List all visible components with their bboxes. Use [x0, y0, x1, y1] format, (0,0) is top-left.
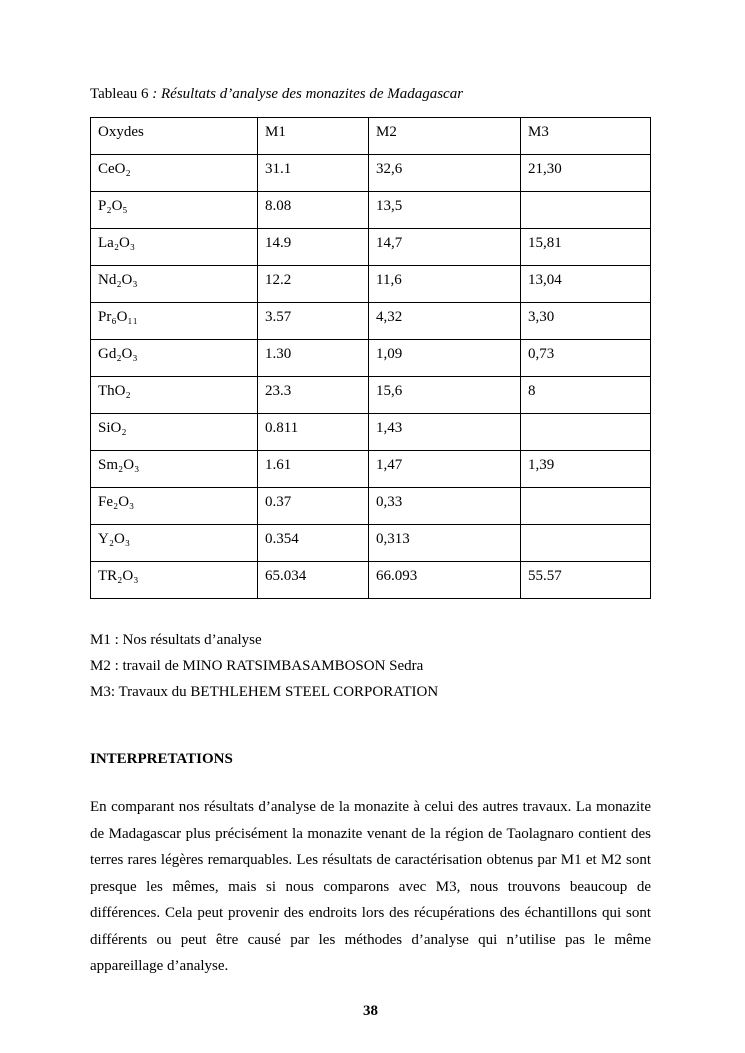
table-row	[91, 303, 651, 340]
value-cell: 55.57	[521, 562, 651, 599]
value-cell: 0,73	[521, 340, 651, 377]
value-cell: 14.9	[258, 229, 369, 266]
oxide-cell: La₂O₃	[91, 229, 258, 266]
oxide-cell: CeO₂	[91, 155, 258, 192]
interpretation-paragraph: En comparant nos résultats d’analyse de la monazite à celui des autres travaux. La monazite de Madagascar plus précisément la monazite venant de la région de Taolagnaro contient des terres rares légères remarquables. Les résultats de caractérisation obtenus par M1 et M2 sont presque les mêmes, mais si nous comparons avec M3, nous trouvons beaucoup de différences. Cela peut provenir des endroits lors des récupérations des échantillons qui sont différents ou peut être causé par les méthodes d’analyse qui n’utilise pas le même appareillage d’analyse.	[90, 799, 651, 974]
column-header-m2: M2	[369, 118, 521, 155]
oxide-cell: P₂O₅	[91, 192, 258, 229]
value-cell: 0,33	[369, 488, 521, 525]
value-cell: 13,5	[369, 192, 521, 229]
value-cell: 1.30	[258, 340, 369, 377]
value-cell: 11,6	[369, 266, 521, 303]
oxide-cell: TR₂O₃	[91, 562, 258, 599]
table-row	[91, 562, 651, 599]
value-cell: 0,313	[369, 525, 521, 562]
oxide-cell: Nd₂O₃	[91, 266, 258, 303]
value-cell: 1,43	[369, 414, 521, 451]
legend-line-m1: M1 : Nos résultats d’analyse	[90, 632, 262, 648]
value-cell	[521, 192, 651, 229]
value-cell: 8	[521, 377, 651, 414]
table-row	[91, 155, 651, 192]
oxide-cell: SiO₂	[91, 414, 258, 451]
table-caption-title: : Résultats d’analyse des monazites de Madagascar	[148, 86, 464, 102]
value-cell: 1,39	[521, 451, 651, 488]
section-heading: INTERPRETATIONS	[90, 751, 233, 767]
value-cell: 31.1	[258, 155, 369, 192]
table-row	[91, 266, 651, 303]
table-row	[91, 377, 651, 414]
value-cell: 15,81	[521, 229, 651, 266]
value-cell: 0.354	[258, 525, 369, 562]
value-cell	[521, 525, 651, 562]
value-cell: 4,32	[369, 303, 521, 340]
value-cell: 15,6	[369, 377, 521, 414]
table-row	[91, 488, 651, 525]
column-header-m1: M1	[258, 118, 369, 155]
oxide-cell: Gd₂O₃	[91, 340, 258, 377]
value-cell: 32,6	[369, 155, 521, 192]
value-cell: 12.2	[258, 266, 369, 303]
value-cell	[521, 488, 651, 525]
value-cell: 21,30	[521, 155, 651, 192]
oxide-cell: ThO₂	[91, 377, 258, 414]
oxide-cell: Fe₂O₃	[91, 488, 258, 525]
oxide-cell: Pr₆O₁₁	[91, 303, 258, 340]
value-cell: 0.811	[258, 414, 369, 451]
oxide-cell: Sm₂O₃	[91, 451, 258, 488]
table-row	[91, 451, 651, 488]
value-cell: 8.08	[258, 192, 369, 229]
oxide-cell: Y₂O₃	[91, 525, 258, 562]
value-cell: 13,04	[521, 266, 651, 303]
value-cell	[521, 414, 651, 451]
table-row	[91, 525, 651, 562]
value-cell: 66.093	[369, 562, 521, 599]
column-header-oxydes: Oxydes	[91, 118, 258, 155]
table-caption	[90, 86, 651, 103]
legend-line-m3: M3: Travaux du BETHLEHEM STEEL CORPORATION	[90, 684, 439, 700]
table-row	[91, 340, 651, 377]
table-header-row	[91, 118, 651, 155]
table-legend	[90, 627, 651, 705]
value-cell: 3,30	[521, 303, 651, 340]
value-cell: 0.37	[258, 488, 369, 525]
page-content	[90, 86, 651, 1020]
value-cell: 23.3	[258, 377, 369, 414]
table-caption-label: Tableau 6	[90, 86, 149, 102]
results-table	[90, 117, 651, 599]
results-table-body	[91, 155, 651, 599]
column-header-m3: M3	[521, 118, 651, 155]
legend-line-m2: M2 : travail de MINO RATSIMBASAMBOSON Sedra	[90, 658, 424, 674]
value-cell: 65.034	[258, 562, 369, 599]
value-cell: 14,7	[369, 229, 521, 266]
table-row	[91, 192, 651, 229]
value-cell: 1.61	[258, 451, 369, 488]
page-number: 38	[363, 1002, 378, 1019]
value-cell: 3.57	[258, 303, 369, 340]
table-row	[91, 229, 651, 266]
value-cell: 1,47	[369, 451, 521, 488]
table-row	[91, 414, 651, 451]
value-cell: 1,09	[369, 340, 521, 377]
